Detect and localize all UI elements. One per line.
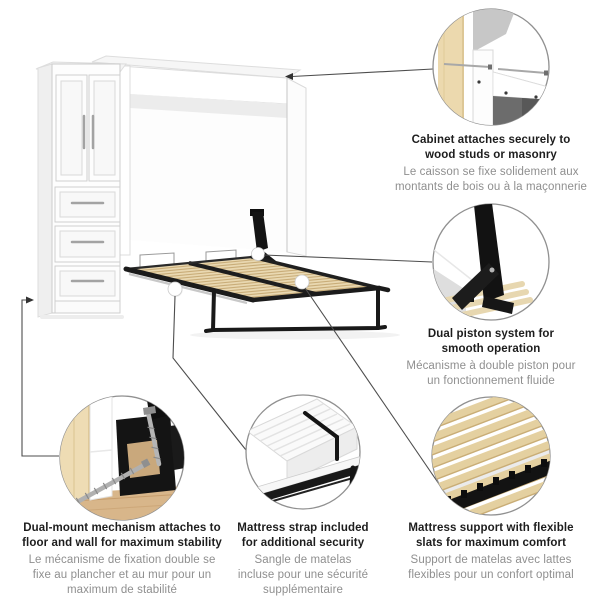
left-side-panel — [120, 66, 130, 255]
wardrobe-floor-shadow — [40, 315, 124, 319]
tip-strap-subtext: Sangle de matelas incluse pour une sécurité supplémentaire — [237, 554, 369, 596]
tip-piston — [368, 327, 600, 389]
tip-slats-subtext: Support de matelas avec lattes flexibles pour un confort optimal — [408, 554, 574, 581]
wardrobe-side-panel — [38, 64, 52, 317]
tip-dual-mount-heading: Dual-mount mechanism attaches to floor and wall for maximum stability — [22, 522, 222, 549]
line-strap — [173, 296, 246, 450]
bed-cabinet — [120, 66, 306, 268]
tip-dual-mount-subtext: Le mécanisme de fixation double se fixe au plancher et au mur pour un maximum de stabilité — [28, 554, 216, 596]
tip-strap-heading: Mattress strap included for additional security — [237, 522, 369, 549]
wardrobe-drawers — [55, 187, 120, 313]
main-product — [36, 56, 400, 340]
wardrobe-cabinet — [36, 62, 126, 319]
bed-frame-open — [126, 257, 400, 340]
callout-circle-cabinet-mount — [433, 8, 552, 128]
tip-slats-heading: Mattress support with flexible slats for maximum comfort — [408, 522, 574, 549]
marker-piston — [252, 248, 265, 261]
callout-circle-strap — [240, 395, 364, 509]
line-to-cabinet-top — [292, 69, 433, 77]
marker-left-rail — [168, 282, 182, 296]
tip-slats — [378, 521, 600, 583]
tip-cabinet-mount-heading: Cabinet attaches securely to wood studs or masonry — [411, 134, 571, 161]
callout-circle-slats — [418, 364, 562, 536]
marker-slats — [295, 275, 309, 289]
line-dual-mount — [22, 300, 59, 456]
arrowhead-dual-mount — [26, 297, 34, 304]
tip-piston-subtext: Mécanisme à double piston pour un fonctionnement fluide — [406, 360, 576, 387]
line-piston — [264, 255, 432, 262]
tip-piston-heading: Dual piston system for smooth operation — [427, 328, 555, 355]
callout-circle-piston — [428, 203, 549, 322]
tip-cabinet-mount — [368, 133, 600, 195]
callout-circle-dual-mount — [59, 376, 185, 521]
tip-cabinet-mount-subtext: Le caisson se fixe solidement aux montants de bois ou à la maçonnerie — [394, 166, 588, 193]
right-side-panel — [287, 78, 306, 256]
wardrobe-base — [55, 301, 120, 313]
tip-strap — [201, 521, 405, 598]
